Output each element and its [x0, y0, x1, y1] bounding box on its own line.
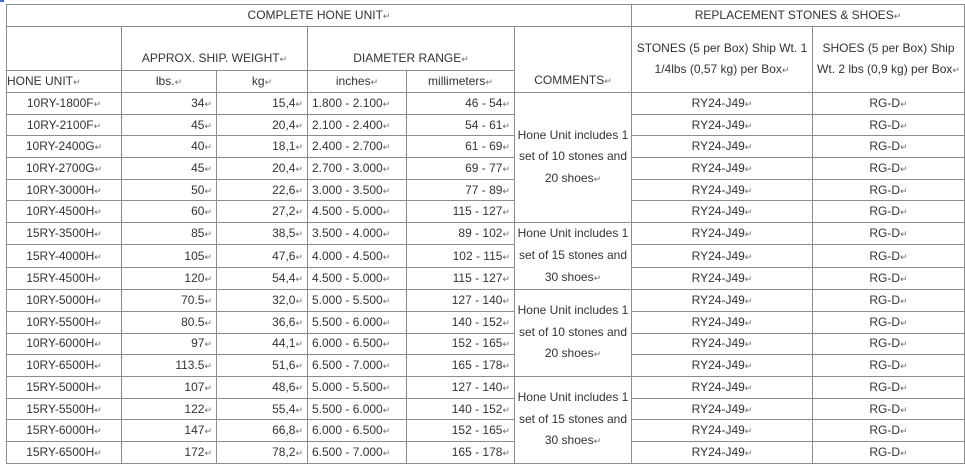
- weight-kg-cell: 22,6↵: [217, 179, 308, 201]
- hone-unit-header-spacer: [7, 27, 122, 71]
- stones-part-cell: RY24-J49↵: [632, 311, 813, 333]
- diameter-inches-cell: 5.500 - 6.000↵: [308, 398, 407, 420]
- stones-part-cell: RY24-J49↵: [632, 114, 813, 136]
- shoes-part-cell: RG-D↵: [813, 398, 965, 420]
- diameter-mm-cell: 77 - 89↵: [407, 179, 515, 201]
- weight-kg-cell: 78,2↵: [217, 442, 308, 464]
- diameter-mm-cell: 152 - 165↵: [407, 333, 515, 355]
- shoes-part-cell: RG-D↵: [813, 158, 965, 180]
- shoes-part-cell: RG-D↵: [813, 420, 965, 442]
- lbs-header: lbs.↵: [122, 71, 217, 93]
- weight-kg-cell: 48,6↵: [217, 376, 308, 398]
- stones-part-cell: RY24-J49↵: [632, 136, 813, 158]
- shoes-part-cell: RG-D↵: [813, 136, 965, 158]
- millimeters-header: millimeters↵: [407, 71, 515, 93]
- table-row: [7, 311, 965, 333]
- weight-lbs-cell: 113.5↵: [122, 355, 217, 377]
- hone-unit-cell: 10RY-2100F↵: [7, 114, 122, 136]
- weight-lbs-cell: 120↵: [122, 267, 217, 289]
- table-row: [7, 398, 965, 420]
- diameter-inches-cell: 3.500 - 4.000↵: [308, 223, 407, 245]
- hone-unit-cell: 15RY-3500H↵: [7, 223, 122, 245]
- stones-header: STONES (5 per Box) Ship Wt. 1 1/4lbs (0,57 kg) per Box↵: [632, 27, 813, 93]
- table-row: [7, 290, 965, 312]
- weight-kg-cell: 20,4↵: [217, 158, 308, 180]
- table-row: [7, 179, 965, 201]
- diameter-inches-cell: 3.000 - 3.500↵: [308, 179, 407, 201]
- stones-part-cell: RY24-J49↵: [632, 223, 813, 245]
- diameter-inches-cell: 6.000 - 6.500↵: [308, 420, 407, 442]
- weight-kg-cell: 27,2↵: [217, 201, 308, 223]
- diameter-mm-cell: 89 - 102↵: [407, 223, 515, 245]
- weight-lbs-cell: 97↵: [122, 333, 217, 355]
- diameter-mm-cell: 152 - 165↵: [407, 420, 515, 442]
- shoes-part-cell: RG-D↵: [813, 114, 965, 136]
- weight-kg-cell: 51,6↵: [217, 355, 308, 377]
- weight-lbs-cell: 172↵: [122, 442, 217, 464]
- diameter-mm-cell: 54 - 61↵: [407, 114, 515, 136]
- diameter-mm-cell: 115 - 127↵: [407, 201, 515, 223]
- shoes-part-cell: RG-D↵: [813, 201, 965, 223]
- stones-part-cell: RY24-J49↵: [632, 267, 813, 289]
- diameter-mm-cell: 102 - 115↵: [407, 245, 515, 267]
- stones-part-cell: RY24-J49↵: [632, 333, 813, 355]
- weight-lbs-cell: 45↵: [122, 158, 217, 180]
- hone-unit-table: [6, 4, 965, 464]
- diameter-inches-cell: 6.000 - 6.500↵: [308, 333, 407, 355]
- hone-unit-cell: 15RY-5500H↵: [7, 398, 122, 420]
- diameter-mm-cell: 165 - 178↵: [407, 355, 515, 377]
- weight-lbs-cell: 80.5↵: [122, 311, 217, 333]
- weight-lbs-cell: 45↵: [122, 114, 217, 136]
- shoes-header: SHOES (5 per Box) Ship Wt. 2 lbs (0,9 kg) per Box↵: [813, 27, 965, 93]
- diameter-inches-cell: 5.000 - 5.500↵: [308, 290, 407, 312]
- diameter-inches-cell: 4.500 - 5.000↵: [308, 267, 407, 289]
- weight-lbs-cell: 107↵: [122, 376, 217, 398]
- stones-part-cell: RY24-J49↵: [632, 442, 813, 464]
- weight-kg-cell: 20,4↵: [217, 114, 308, 136]
- weight-lbs-cell: 147↵: [122, 420, 217, 442]
- weight-lbs-cell: 50↵: [122, 179, 217, 201]
- weight-kg-cell: 38,5↵: [217, 223, 308, 245]
- weight-header: APPROX. SHIP. WEIGHT↵: [122, 27, 308, 71]
- weight-kg-cell: 36,6↵: [217, 311, 308, 333]
- shoes-part-cell: RG-D↵: [813, 376, 965, 398]
- shoes-part-cell: RG-D↵: [813, 311, 965, 333]
- hone-unit-cell: 10RY-1800F↵: [7, 93, 122, 115]
- weight-kg-cell: 66,8↵: [217, 420, 308, 442]
- diameter-mm-cell: 140 - 152↵: [407, 311, 515, 333]
- diameter-mm-cell: 127 - 140↵: [407, 290, 515, 312]
- diameter-inches-cell: 4.500 - 5.000↵: [308, 201, 407, 223]
- shoes-part-cell: RG-D↵: [813, 223, 965, 245]
- shoes-part-cell: RG-D↵: [813, 290, 965, 312]
- shoes-part-cell: RG-D↵: [813, 442, 965, 464]
- comments-header: COMMENTS↵: [515, 27, 632, 93]
- hone-unit-cell: 15RY-5000H↵: [7, 376, 122, 398]
- weight-lbs-cell: 34↵: [122, 93, 217, 115]
- hone-unit-cell: 10RY-2400G↵: [7, 136, 122, 158]
- diameter-inches-cell: 6.500 - 7.000↵: [308, 355, 407, 377]
- diameter-inches-cell: 1.800 - 2.100↵: [308, 93, 407, 115]
- stones-part-cell: RY24-J49↵: [632, 376, 813, 398]
- weight-kg-cell: 18,1↵: [217, 136, 308, 158]
- weight-lbs-cell: 70.5↵: [122, 290, 217, 312]
- weight-lbs-cell: 105↵: [122, 245, 217, 267]
- table-row: [7, 93, 965, 115]
- hone-unit-cell: 10RY-6500H↵: [7, 355, 122, 377]
- stones-part-cell: RY24-J49↵: [632, 158, 813, 180]
- diameter-mm-cell: 165 - 178↵: [407, 442, 515, 464]
- weight-kg-cell: 32,0↵: [217, 290, 308, 312]
- hone-unit-cell: 10RY-5500H↵: [7, 311, 122, 333]
- stones-part-cell: RY24-J49↵: [632, 355, 813, 377]
- comments-cell: Hone Unit includes 1 set of 15 stones and 30 shoes↵: [515, 223, 632, 290]
- stones-part-cell: RY24-J49↵: [632, 245, 813, 267]
- weight-lbs-cell: 60↵: [122, 201, 217, 223]
- shoes-part-cell: RG-D↵: [813, 245, 965, 267]
- hone-unit-cell: 15RY-6000H↵: [7, 420, 122, 442]
- shoes-part-cell: RG-D↵: [813, 267, 965, 289]
- hone-unit-cell: 10RY-6000H↵: [7, 333, 122, 355]
- hone-unit-cell: 10RY-3000H↵: [7, 179, 122, 201]
- table-row: [7, 376, 965, 398]
- shoes-part-cell: RG-D↵: [813, 179, 965, 201]
- hone-unit-header: HONE UNIT↵: [7, 71, 122, 93]
- stones-part-cell: RY24-J49↵: [632, 201, 813, 223]
- diameter-header: DIAMETER RANGE↵: [308, 27, 515, 71]
- weight-kg-cell: 44,1↵: [217, 333, 308, 355]
- table-row: [7, 333, 965, 355]
- weight-kg-cell: 55,4↵: [217, 398, 308, 420]
- diameter-inches-cell: 4.000 - 4.500↵: [308, 245, 407, 267]
- stones-part-cell: RY24-J49↵: [632, 93, 813, 115]
- comments-cell: Hone Unit includes 1 set of 15 stones and 30 shoes↵: [515, 376, 632, 463]
- header-row-2: [7, 27, 965, 71]
- stones-part-cell: RY24-J49↵: [632, 420, 813, 442]
- hone-unit-cell: 15RY-4500H↵: [7, 267, 122, 289]
- selection-corner-marker: [0, 0, 5, 5]
- weight-kg-cell: 47,6↵: [217, 245, 308, 267]
- table-row: [7, 158, 965, 180]
- hone-unit-cell: 10RY-4500H↵: [7, 201, 122, 223]
- diameter-mm-cell: 127 - 140↵: [407, 376, 515, 398]
- weight-kg-cell: 54,4↵: [217, 267, 308, 289]
- shoes-part-cell: RG-D↵: [813, 355, 965, 377]
- diameter-inches-cell: 5.500 - 6.000↵: [308, 311, 407, 333]
- diameter-mm-cell: 61 - 69↵: [407, 136, 515, 158]
- table-row: [7, 267, 965, 289]
- weight-kg-cell: 15,4↵: [217, 93, 308, 115]
- table-row: [7, 355, 965, 377]
- inches-header: inches↵: [308, 71, 407, 93]
- table-row: [7, 136, 965, 158]
- diameter-mm-cell: 115 - 127↵: [407, 267, 515, 289]
- header-row-1: [7, 5, 965, 27]
- hone-unit-cell: 15RY-6500H↵: [7, 442, 122, 464]
- stones-part-cell: RY24-J49↵: [632, 290, 813, 312]
- weight-lbs-cell: 40↵: [122, 136, 217, 158]
- table-row: [7, 223, 965, 245]
- hone-unit-cell: 10RY-5000H↵: [7, 290, 122, 312]
- replacement-header: REPLACEMENT STONES & SHOES↵: [632, 5, 965, 27]
- stones-part-cell: RY24-J49↵: [632, 179, 813, 201]
- table-row: [7, 114, 965, 136]
- diameter-inches-cell: 2.400 - 2.700↵: [308, 136, 407, 158]
- shoes-part-cell: RG-D↵: [813, 333, 965, 355]
- shoes-part-cell: RG-D↵: [813, 93, 965, 115]
- stones-part-cell: RY24-J49↵: [632, 398, 813, 420]
- diameter-inches-cell: 2.100 - 2.400↵: [308, 114, 407, 136]
- hone-unit-cell: 10RY-2700G↵: [7, 158, 122, 180]
- comments-cell: Hone Unit includes 1 set of 10 stones and 20 shoes↵: [515, 93, 632, 223]
- comments-cell: Hone Unit includes 1 set of 10 stones and 20 shoes↵: [515, 290, 632, 377]
- diameter-mm-cell: 46 - 54↵: [407, 93, 515, 115]
- diameter-mm-cell: 69 - 77↵: [407, 158, 515, 180]
- table-row: [7, 245, 965, 267]
- diameter-inches-cell: 6.500 - 7.000↵: [308, 442, 407, 464]
- kg-header: kg↵: [217, 71, 308, 93]
- table-row: [7, 420, 965, 442]
- diameter-inches-cell: 2.700 - 3.000↵: [308, 158, 407, 180]
- hone-unit-cell: 15RY-4000H↵: [7, 245, 122, 267]
- diameter-inches-cell: 5.000 - 5.500↵: [308, 376, 407, 398]
- diameter-mm-cell: 140 - 152↵: [407, 398, 515, 420]
- weight-lbs-cell: 122↵: [122, 398, 217, 420]
- weight-lbs-cell: 85↵: [122, 223, 217, 245]
- complete-hone-unit-header: COMPLETE HONE UNIT↵: [7, 5, 632, 27]
- table-row: [7, 201, 965, 223]
